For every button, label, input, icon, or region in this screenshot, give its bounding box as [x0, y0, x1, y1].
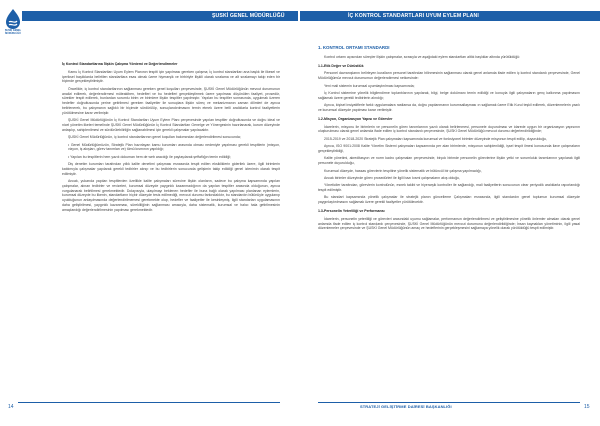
- subsection-title: 1.2-Misyon, Organizasyon Yapısı ve Görevler: [318, 116, 393, 121]
- paragraph: ŞUSKİ Genel Müdürlüğünün, iç kontrol standartlarının genel koşulları bakımından değerlendirilmesi sonucunda;: [68, 135, 241, 140]
- paragraph: Ancak, yukarıda yapılan tespitlerden özellikle kalite çalışmaları sürecine ilişkin olanların, sadece bu çalışma kapsamında yapılan çalışmalar, alınan tedbirler ve revizeleri, kurumsal düzeyde yaygınlık kazanmadığının da yapılan tespitler arasında olduğunun, ayrıca vurgulanarak belirtilmesi gerekmektedir. Dolayısıyla, ulaşılmayı beklenen hedefler ile buna bağlı olarak yapılması planlanan eylemlerin, kurumsal düzeyde bu ilkenin, standartların hiçbir düzeyde tesis edilmediği, mevcut durumu farkındalıktır, bu standardın bütünüyle uygulanıp uyulduğunun anlaşılmasında değerlendirilmemesi gerekmekte olup, hedefler ve faaliyetler ile kesinleşmiş, ilgili standarları uygulamasının daha geliştirilmesi, yaygınlık kazanması, sürekliliğinin sağlanması amacıyla, daha sistematik, kurumsal ve halıcı hala getirilmesinin amaçlandığı değerlendirilmesinin yapılması gerekmektedir.: [62, 179, 280, 212]
- paragraph: Öncelikle, iç kontrol standartlarının sağlanması gereken genel koşulları çerçevesinde, ŞUSKİ Genel Müdürlüğünün mevcut durumunun analizi edilerek, değerlendirmesi müteakiben, hedefleri ve bu hedefleri gerçekleştirmek üzere yapılması düşünülen faaliyet, prosedür, sürekler tespit edilerek, bunlardan sorumlu birim ve birimlere ilişkin tespitler yapılmıştır. Yapılan bu tespitler sonrasında, uygulmak üzeren hedefler doğrultusunda yerine getirilmesi gereken faaliyetler ile sonuçlara ilişkin süreç ve mekanizmanın zaman dilimleri de ayrıca belirlenerek, bu çalışmanın sağlıklı bir biçimde sürdürülüp, sonuçlandırılmasını temin etmek üzere belli aralıklarla kontrol faaliyetlerin yürütülmesine karar verilmiştir.: [62, 86, 280, 115]
- header-bar: [22, 11, 600, 21]
- paragraph: Kurumsal düzeyde, hassas görevlerin tespitine yönelik sistematik ve bütüncül bir çalışma yapılmadığı,: [324, 168, 482, 173]
- paragraph: ŞUSKİ Genel Müdürlüğünün İç Kontrol Standartları Uyum Eylem Planı çerçevesinde yapılan tespitler doğrultusunda ve doğru ideal ve nicel yönetim ilkeleri temelinde ŞUSKİ Genel Müdürlüğünün İç Kontrol Standartları Genelge ve Yönergesinin hazırlanarak, kurum düzeyinde anlaşılıp, sahiplenilmesi ve sürdürülebilirliğin sağlanabilmesi için gerekli çalışmalar yapılacaktır.: [62, 118, 280, 132]
- header-separator: [298, 11, 300, 21]
- footer-rule-right: [318, 402, 580, 403]
- header-left-title: ŞUSKİ GENEL MÜDÜRLÜĞÜ: [212, 13, 285, 19]
- right-page-body: [318, 46, 580, 234]
- paragraph: Personel davranışlarını belirleyen kuralların personel tarafından bilinmesinin sağlanması olarak genel anlamda ifade edilen iç kontrol standardı çerçevesinde, Genel Müdürlüğümüz mevcut durumumun değerlendirmesi neticesinde:: [318, 71, 580, 81]
- intro-paragraph: Kontrol ortamı açısından süreçler ilişkin çalışmalar, sırasıyla ve aşağıdaki eylem standartları altlık başlıklar altında yürütüldüğü:: [324, 54, 521, 59]
- bullet-paragraph: • Yapılan bu tespitlerin hem yazılı dokuman hem de web aracılığı ile paylaşılarak şeffaflığın temin edildiği;: [68, 154, 231, 159]
- page-number-left: 14: [8, 404, 14, 410]
- paragraph: Kalite yönetimi, akreditasyon ve norm kadro çalışmaları çerçevesinde, birçok birimde personelin görevlerine ilişkin yetki ve sorumluluk tanımlarının yapılarak ilgili personele duyurulduğu,: [318, 156, 580, 166]
- header-right-title: İÇ KONTROL STANDARTLARI UYUM EYLEM PLANI: [348, 13, 479, 19]
- paragraph: Yöneticiler tarafından, görevlerin kontrolünün, esnek takibi ve hiyerarşik kontroller ile sağlandığı, mali faaliyetlerin sonucunun clear periyodik aralıklarla raporlandığı tespit edilmiştir.: [318, 183, 580, 193]
- paragraph: Kamu İç Kontrol Standartları Uyum Eylem Planının tespiti için yapılması gereken çalışma; İç kontrol standartları ana başlık ile ilkesel ve içeriksel başlıklarda belirtilen standartlara esas olmak üzere hiyerarşik ve birbiriyle ilişkili olarak sıralama ve alt sıralamayı takip eden bir biçimde gerçekleştirilmiştir.: [62, 69, 280, 84]
- logo-text: ŞUSKİ GENEL MÜDÜRLÜĞÜ: [4, 29, 22, 35]
- subsection-title: 1.3-Personelin Yeterliliği ve Performansı: [318, 209, 385, 214]
- section-title: 1. KONTROL ORTAMI STANDARDI: [318, 45, 390, 50]
- paragraph: Diş denetim kurumları tarafından yıllık kalite denetimi çalışması esnasında tespit edilen eksikliklerin giderilek üzere, ilgili birimlerin katılımıyla çalışmalar yapılarak gerekli tedbirler alınıp ve bu tedbirlerin sonucunda gelişimin takip edildiği genel izlenimin olarak tespit edilmiştir.: [62, 162, 280, 176]
- left-page-body: [62, 58, 280, 215]
- paragraph: İdarelerin, misyonu ile birimlerin ve personelin görev tanımlarının yazılı olarak belirlenmesi, personele duyurulması ve idarede uygun bir organizasyon yapısının oluşturulması olarak genel anlamda ifade edilen iç kontrol standardı çerçevesinde, ŞUSKİ Genel Müdürlüğü mevcut durumu değerlendirildiğinde;: [318, 124, 580, 134]
- subsection-title: 1.1-Etik Değer ve Dürüstlük: [318, 63, 364, 68]
- footer-department: STRATEJİ GELİŞTİRME DAİRESİ BAŞKANLIĞI: [360, 404, 452, 409]
- paragraph: Yeni mali sistemin kurumsal uyumlaştırılması kapsamında;: [324, 83, 415, 88]
- paragraph: Ancak birimler düzeyinde görev prosedürleri ile ilgili bazı kısmi çalışmaların akış olduğu,: [324, 175, 460, 180]
- paragraph: İdarelerin, personelin yeterliliği ve görevleri arasındaki uyumu sağlamalar, performansın değerlendirilmesi ve geliştirilmesine yönelik önlemler almaları olarak genel anlamda ifade edilen iç kontrol standardı çerçevesinde, ŞUSKİ Genel Müdürlüğünün mevcut durumunu değerlendirildiğinde; İnsan kaynakları yönetiminin, ilgili yasal düzenlemeler çerçevesinde ve ŞUSKİ Genel Müdürlüğünün amaç ve hedeflerinin gerçekleşmesini sağlamaya yönelik olarak yürütüldüğü tespit edilmiştir.: [318, 216, 580, 231]
- footer-rule-left: [18, 402, 280, 403]
- left-page-heading: İç Kontrol Standartlarına İlişkin Çalışma Yöntemi ve Değerlendirmeler: [62, 62, 178, 66]
- paragraph: Ayrıca, ISO 9001:2008 Kalite Yönetim Sistemi çalışmaları kapsamında per alan birimlerde, misyonun sahiplenildiği, işsel tespit ilmesi konusunda ilave çalışmaların gerçekleştirildiği,: [318, 144, 580, 153]
- suski-logo-icon: [4, 8, 22, 30]
- paragraph: Ayrıca, kişisel insiyatiflerle farklı uygulamalara rastlansa da, doğru yapılanmanın kurumsallaşması ın sağlamak üzere Etik Kurul teşkil edilerek, düzenlemelerin yazılı ve kurumsal düzeyde yapılması karar verilmiştir.: [318, 103, 580, 112]
- page-number-right: 15: [584, 404, 590, 410]
- paragraph: Bu standart kapsamında yönelik çalışmalar ile stratejik planın güncelleme Çalışmaları esnasında, ilgili standardın genel toplumun kurumsal düzeyde yaygınlaştırılmasını sağlamak üzere gerekli faaliyetler yürütülecektir.: [318, 195, 580, 205]
- bullet-paragraph: • Genel Müdürlüğümüzün, Stratejik Plan hazırlayan kamu kurumları arasında olması nedeniyle yapılması gerekli tespitlerin (misyon, vizyon, iş akışları, görev tanımları ve) tümü kısmının yapıldığı;: [68, 142, 281, 152]
- paragraph: 2015-2019 ve 2018-2020 Stratejik Plan çalışmaları kapsamında kurumsal ve fonksiyonel birimler düzeyinde misyonun tespit edilip, duyurulduğu,: [324, 136, 547, 141]
- paragraph: İç Kontrol sistemine yönelik bilgilendirme toplantılarının yapılarak, bilgi, belge dokümanı temin edildiği ve konuyla ilgili çalışmaların genç kalkınma yapılmasını sağlamak üzere gerekli tedbirlerin alındığı;: [318, 90, 580, 100]
